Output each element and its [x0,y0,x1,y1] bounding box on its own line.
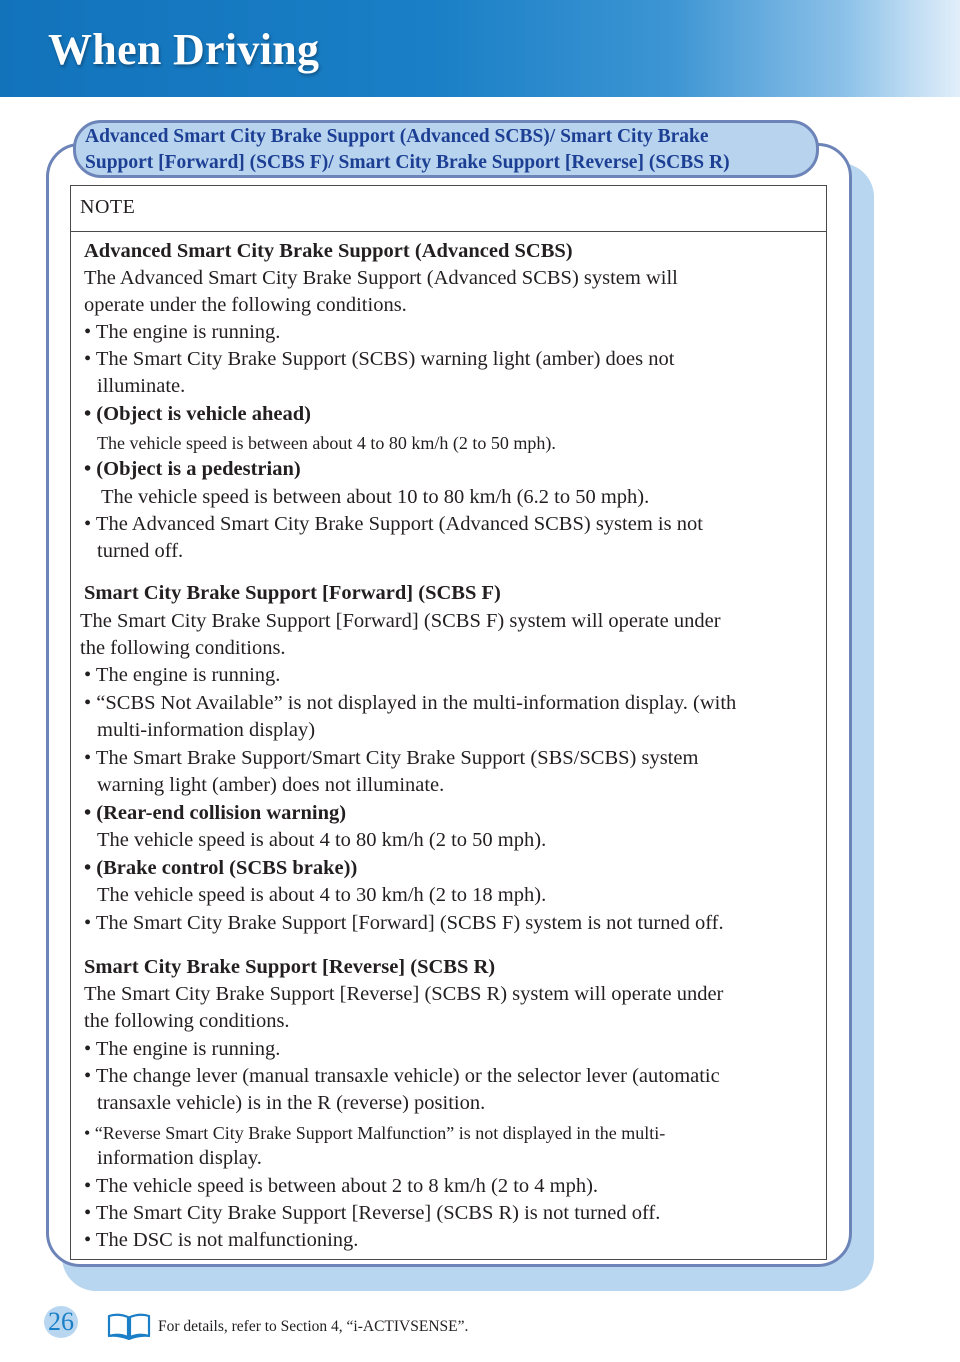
list-item-detail: The vehicle speed is between about 4 to 80 km/h (2 to 50 mph). [97,433,556,453]
page-number: 26 [48,1307,74,1336]
list-item-continuation: illuminate. [97,375,186,397]
list-item-bold: • (Rear-end collision warning) [84,802,347,824]
heading-scbs-f: Smart City Brake Support [Forward] (SCBS F) [84,582,501,604]
list-item: • The engine is running. [84,664,281,686]
list-item: • The Advanced Smart City Brake Support (Advanced SCBS) system is not [84,513,703,535]
list-item-continuation: warning light (amber) does not illuminate. [97,774,445,796]
page-title: When Driving [48,25,320,74]
list-item: • The engine is running. [84,1038,281,1060]
text-line: the following conditions. [80,637,286,659]
list-item: • “SCBS Not Available” is not displayed in the multi-information display. (with [84,692,737,714]
heading-scbs-r: Smart City Brake Support [Reverse] (SCBS R) [84,956,496,978]
list-item-detail: The vehicle speed is about 4 to 30 km/h (2 to 18 mph). [97,884,547,906]
text-line: operate under the following conditions. [84,294,407,316]
list-item: • The Smart City Brake Support [Reverse] (SCBS R) is not turned off. [84,1202,661,1224]
list-item-continuation: turned off. [97,540,184,562]
text-line: The Smart City Brake Support [Reverse] (SCBS R) system will operate under [84,983,724,1005]
list-item: • The change lever (manual transaxle vehicle) or the selector lever (automatic [84,1065,720,1087]
list-item: • The Smart City Brake Support [Forward] (SCBS F) system is not turned off. [84,912,724,934]
note-label: NOTE [80,196,136,218]
list-item-continuation: transaxle vehicle) is in the R (reverse) position. [97,1092,486,1114]
list-item: • The vehicle speed is between about 2 to 8 km/h (2 to 4 mph). [84,1175,599,1197]
list-item-continuation: multi-information display) [97,719,316,741]
footer-reference: For details, refer to Section 4, “i-ACTIVSENSE”. [158,1318,469,1335]
heading-advanced-scbs: Advanced Smart City Brake Support (Advanced SCBS) [84,240,573,262]
section-title-line-1: Advanced Smart City Brake Support (Advanced SCBS)/ Smart City Brake [85,126,709,147]
book-icon [106,1312,152,1340]
note-header [70,185,827,232]
list-item-bold: • (Object is a pedestrian) [84,458,301,480]
section-title-line-2: Support [Forward] (SCBS F)/ Smart City Brake Support [Reverse] (SCBS R) [85,152,730,173]
text-line: The Advanced Smart City Brake Support (Advanced SCBS) system will [84,267,678,289]
list-item: • The engine is running. [84,321,281,343]
list-item: • “Reverse Smart City Brake Support Malfunction” is not displayed in the multi- [84,1123,666,1143]
section-title [85,124,815,176]
list-item-bold: • (Object is vehicle ahead) [84,403,311,425]
list-item-bold: • (Brake control (SCBS brake)) [84,857,358,879]
list-item-detail: The vehicle speed is between about 10 to 80 km/h (6.2 to 50 mph). [101,486,650,508]
list-item: • The DSC is not malfunctioning. [84,1229,359,1251]
list-item-detail: The vehicle speed is about 4 to 80 km/h (2 to 50 mph). [97,829,547,851]
list-item: • The Smart Brake Support/Smart City Brake Support (SBS/SCBS) system [84,747,699,769]
text-line: the following conditions. [84,1010,290,1032]
text-line: The Smart City Brake Support [Forward] (SCBS F) system will operate under [80,610,721,632]
list-item-continuation: information display. [97,1147,262,1169]
list-item: • The Smart City Brake Support (SCBS) warning light (amber) does not [84,348,675,370]
